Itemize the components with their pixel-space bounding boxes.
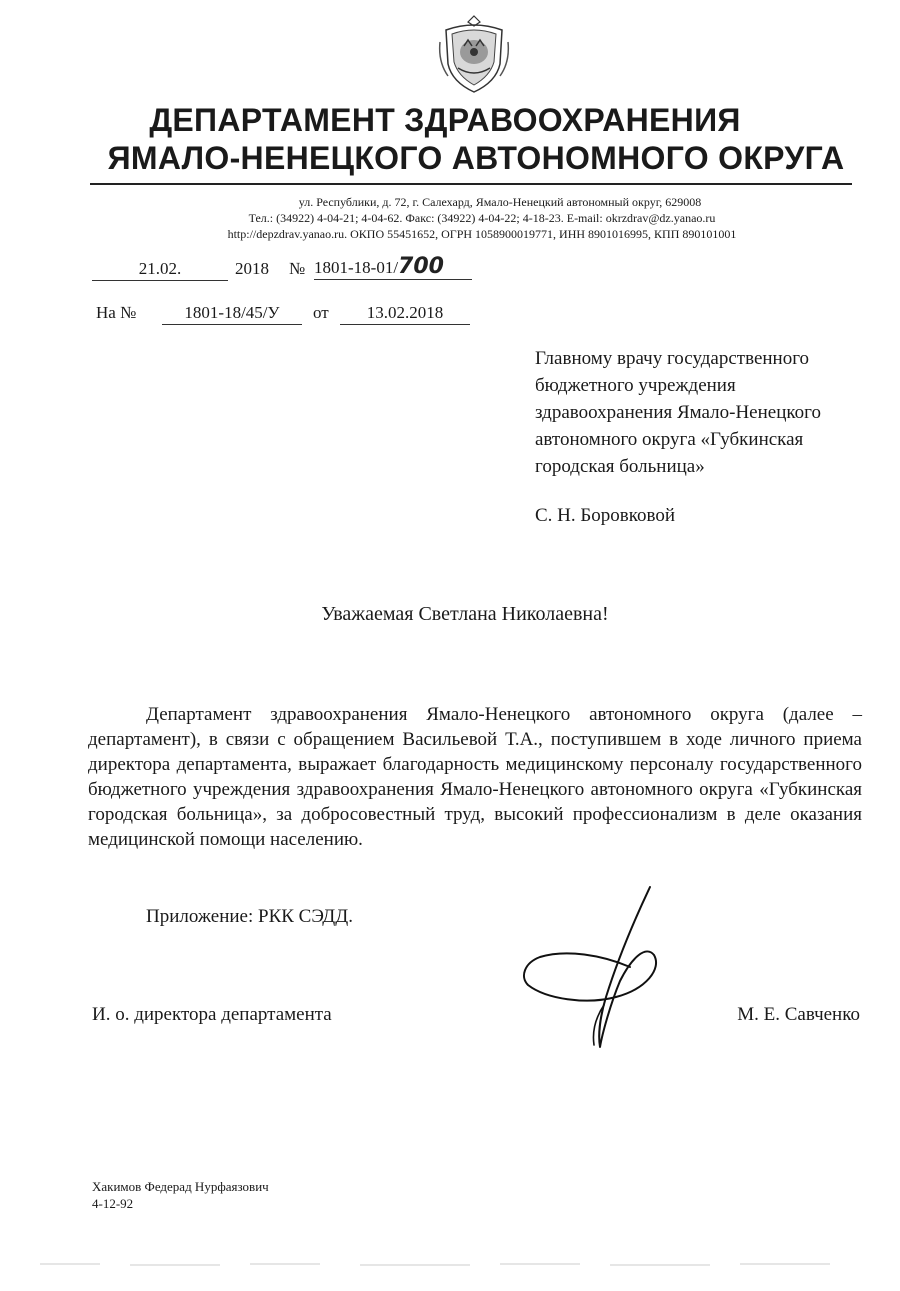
attachment-note: Приложение: РКК СЭДД. <box>146 906 353 927</box>
reference-from-label: от <box>313 303 329 322</box>
contacts-line: Тел.: (34922) 4-04-21; 4-04-62. Факс: (34922) 4-04-22; 4-18-23. E-mail: okrzdrav@dz.yanao.ru <box>248 211 716 225</box>
reference-date: 13.02.2018 <box>340 302 470 325</box>
addressee-block: Главному врачу государственного бюджетного учреждения здравоохранения Ямало-Ненецкого автономного округа «Губкинская городская больница» <box>535 348 821 477</box>
registration-year: 2018 <box>235 259 269 278</box>
executor-name: Хакимов Федерад Нурфаязович <box>92 1179 269 1194</box>
salutation: Уважаемая Светлана Николаевна! <box>321 603 609 625</box>
registration-number-handwritten: 700 <box>398 254 444 279</box>
addressee-name: С. Н. Боровковой <box>535 505 676 526</box>
registration-date: 21.02. <box>92 258 228 281</box>
header-divider <box>90 183 852 185</box>
registration-number-printed: 1801-18-01/ <box>314 258 399 277</box>
scan-noise <box>0 1258 900 1272</box>
region-title: ЯМАЛО-НЕНЕЦКОГО АВТОНОМНОГО ОКРУГА <box>107 140 845 176</box>
handwritten-signature <box>520 885 670 1055</box>
signer-name: М. Е. Савченко <box>737 1004 860 1025</box>
executor-phone: 4-12-92 <box>92 1196 134 1211</box>
requisites-line: http://depzdrav.yanao.ru. ОКПО 55451652, ОГРН 1058900019771, ИНН 8901016995, КПП 890101001 <box>227 227 737 241</box>
signer-position: И. о. директора департамента <box>92 1004 332 1025</box>
reference-number: 1801-18/45/У <box>162 302 302 325</box>
registration-number <box>314 256 472 280</box>
letter-body: Департамент здравоохранения Ямало-Ненецкого автономного округа (далее – департамент), в связи с обращением Васильевой Т.А., поступившем в ходе личного приема директора департамента, выражает благодарность медицинскому персоналу государственного бюджетного учреждения здравоохранения Ямало-Ненецкого автономного округа «Губкинская городская больница», за добросовестный труд, высокий профессионализм в деле оказания медицинской помощи населению. <box>88 704 862 850</box>
address-line: ул. Республики, д. 72, г. Салехард, Ямало-Ненецкий автономный округ, 629008 <box>298 195 702 209</box>
number-label: № <box>289 259 306 278</box>
coat-of-arms-icon <box>434 12 514 96</box>
reference-label: На № <box>96 303 137 322</box>
department-title: ДЕПАРТАМЕНТ ЗДРАВООХРАНЕНИЯ <box>149 102 741 138</box>
executor-block <box>92 1178 269 1212</box>
